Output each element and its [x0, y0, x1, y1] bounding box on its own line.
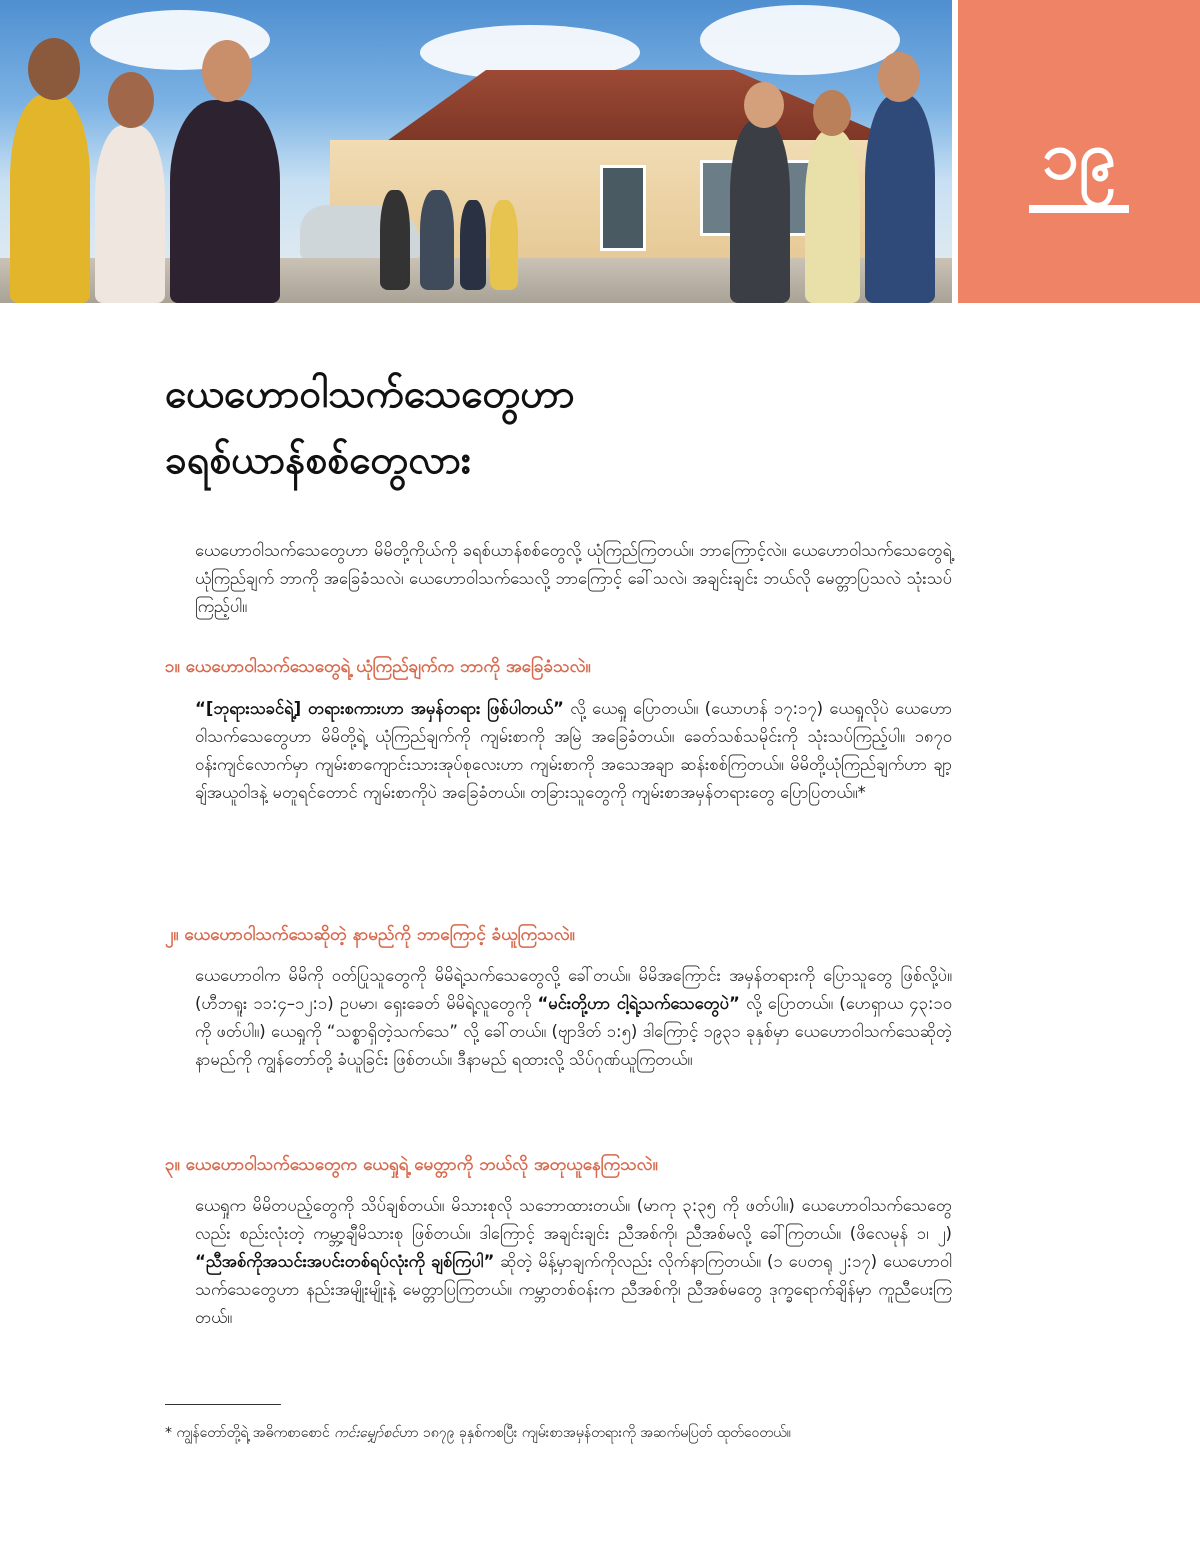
header-photo	[0, 0, 952, 303]
footnote-after: ဟာ ၁၈၇၉ ခုနှစ်ကစပြီး ကျမ်းစာအမှန်တရားကို အဆက်မပြတ် ထုတ်ဝေတယ်။	[399, 1425, 791, 1441]
answer-3-quote: “ညီအစ်ကိုအသင်းအပင်းတစ်ရပ်လုံးကို ချစ်ကြပါ”	[195, 1252, 495, 1271]
question-2: ၂။ ယေဟောဝါသက်သေဆိုတဲ့ နာမည်ကို ဘာကြောင့် ခံယူကြသလဲ။	[165, 925, 575, 945]
footnote-publication: ကင်းမျှော်စင်	[334, 1425, 400, 1441]
answer-1-body: လို့ ယေရှု ပြောတယ်။ (ယောဟန် ၁၇:၁၇) ယေရှုလိုပဲ ယေဟောဝါသက်သေတွေဟာ မိမိတို့ရဲ့ ယုံကြည်ချက်ကို ကျမ်းစာကို အမြဲ အခြေခံတယ်။ ခေတ်သစ်သမိုင်းကို သုံးသပ်ကြည့်ပါ။ ၁၈၇၀ ဝန်းကျင်လောက်မှာ ကျမ်းစာကျောင်းသားအုပ်စုလေးဟာ ကျမ်းစာကို အသေအချာ ဆန်းစစ်ကြတယ်။ မိမိတို့ယုံကြည်ချက်ဟာ ချာ့ချ်အယူဝါဒနဲ့ မတူရင်တောင် ကျမ်းစာကိုပဲ အခြေခံတယ်။ တခြားသူတွေကို ကျမ်းစာအမှန်တရားတွေ ပြောပြတယ်။*	[195, 699, 952, 802]
page-title	[165, 362, 1065, 494]
answer-2-body-after: လို့ ပြောတယ်။ (ဟေရှာယ ၄၃:၁၀ ကို ဖတ်ပါ။) ယေရှုကို “သစ္စာရှိတဲ့သက်သေ” လို့ ခေါ်တယ်။ (ဗျာဒိတ် ၁:၅) ဒါကြောင့် ၁၉၃၁ ခုနှစ်မှာ ယေဟောဝါသက်သေဆိုတဲ့ နာမည်ကို ကျွန်တော်တို့ ခံယူခြင်း ဖြစ်တယ်။ ဒီနာမည် ရထားလို့ သိပ်ဂုဏ်ယူကြတယ်။	[195, 994, 952, 1069]
answer-2-body-before: ယေဟောဝါက မိမိကို ဝတ်ပြုသူတွေကို မိမိရဲ့သက်သေတွေလို့ ခေါ်တယ်။ မိမိအကြောင်း အမှန်တရားကို ပြောသူတွေ ဖြစ်လို့ပဲ။ (ဟီဘရူး ၁၁:၄–၁၂:၁) ဥပမာ၊ ရှေးခေတ် မိမိရဲ့လူတွေကို	[195, 966, 952, 1013]
question-3: ၃။ ယေဟောဝါသက်သေတွေက ယေရှုရဲ့ မေတ္တာကို ဘယ်လို အတုယူနေကြသလဲ။	[165, 1155, 658, 1175]
chapter-badge	[958, 0, 1200, 303]
answer-1-quote: “[ဘုရားသခင်ရဲ့] တရားစကားဟာ အမှန်တရား ဖြစ်ပါတယ်”	[195, 699, 564, 718]
footnote-divider	[165, 1404, 281, 1405]
answer-1	[195, 695, 952, 807]
title-line-2: ခရစ်ယာန်စစ်တွေလား	[165, 438, 471, 483]
chapter-number: ၁၉	[1041, 117, 1117, 194]
answer-3	[195, 1192, 952, 1332]
intro-paragraph: ယေဟောဝါသက်သေတွေဟာ မိမိတို့ကိုယ်ကို ခရစ်ယာန်စစ်တွေလို့ ယုံကြည်ကြတယ်။ ဘာကြောင့်လဲ။ ယေဟောဝါသက်သေတွေရဲ့ ယုံကြည်ချက် ဘာကို အခြေခံသလဲ၊ ယေဟောဝါသက်သေလို့ ဘာကြောင့် ခေါ်သလဲ၊ အချင်းချင်း ဘယ်လို မေတ္တာပြသလဲ သုံးသပ်ကြည့်ပါ။	[195, 541, 952, 616]
answer-2	[195, 962, 952, 1074]
footnote-before: * ကျွန်တော်တို့ရဲ့ အဓိကစာစောင်	[165, 1425, 335, 1441]
answer-3-body-before: ယေရှုက မိမိတပည့်တွေကို သိပ်ချစ်တယ်။ မိသားစုလို သဘောထားတယ်။ (မာကု ၃:၃၅ ကို ဖတ်ပါ။) ယေဟောဝါသက်သေတွေလည်း စည်းလုံးတဲ့ ကမ္ဘာ့ချီမိသားစု ဖြစ်တယ်။ ဒါကြောင့် အချင်းချင်း ညီအစ်ကို၊ ညီအစ်မလို့ ခေါ်ကြတယ်။ (ဖိလေမုန် ၁၊ ၂)	[195, 1196, 952, 1243]
answer-3-body-after: ဆိုတဲ့ မိန့်မှာချက်ကိုလည်း လိုက်နာကြတယ်။ (၁ ပေတရု ၂:၁၇) ယေဟောဝါသက်သေတွေဟာ နည်းအမျိုးမျိုးနဲ့ မေတ္တာပြကြတယ်။ ကမ္ဘာတစ်ဝန်းက ညီအစ်ကို၊ ညီအစ်မတွေ ဒုက္ခရောက်ချိန်မှာ ကူညီပေးကြတယ်။	[195, 1252, 953, 1327]
footnote	[165, 1420, 935, 1446]
chapter-underline	[1029, 205, 1129, 213]
answer-2-quote: “မင်းတို့ဟာ ငါ့ရဲ့သက်သေတွေပဲ”	[537, 994, 740, 1013]
question-1: ၁။ ယေဟောဝါသက်သေတွေရဲ့ ယုံကြည်ချက်က ဘာကို အခြေခံသလဲ။	[165, 657, 591, 677]
title-line-1: ယေဟောဝါသက်သေတွေဟာ	[165, 372, 575, 417]
